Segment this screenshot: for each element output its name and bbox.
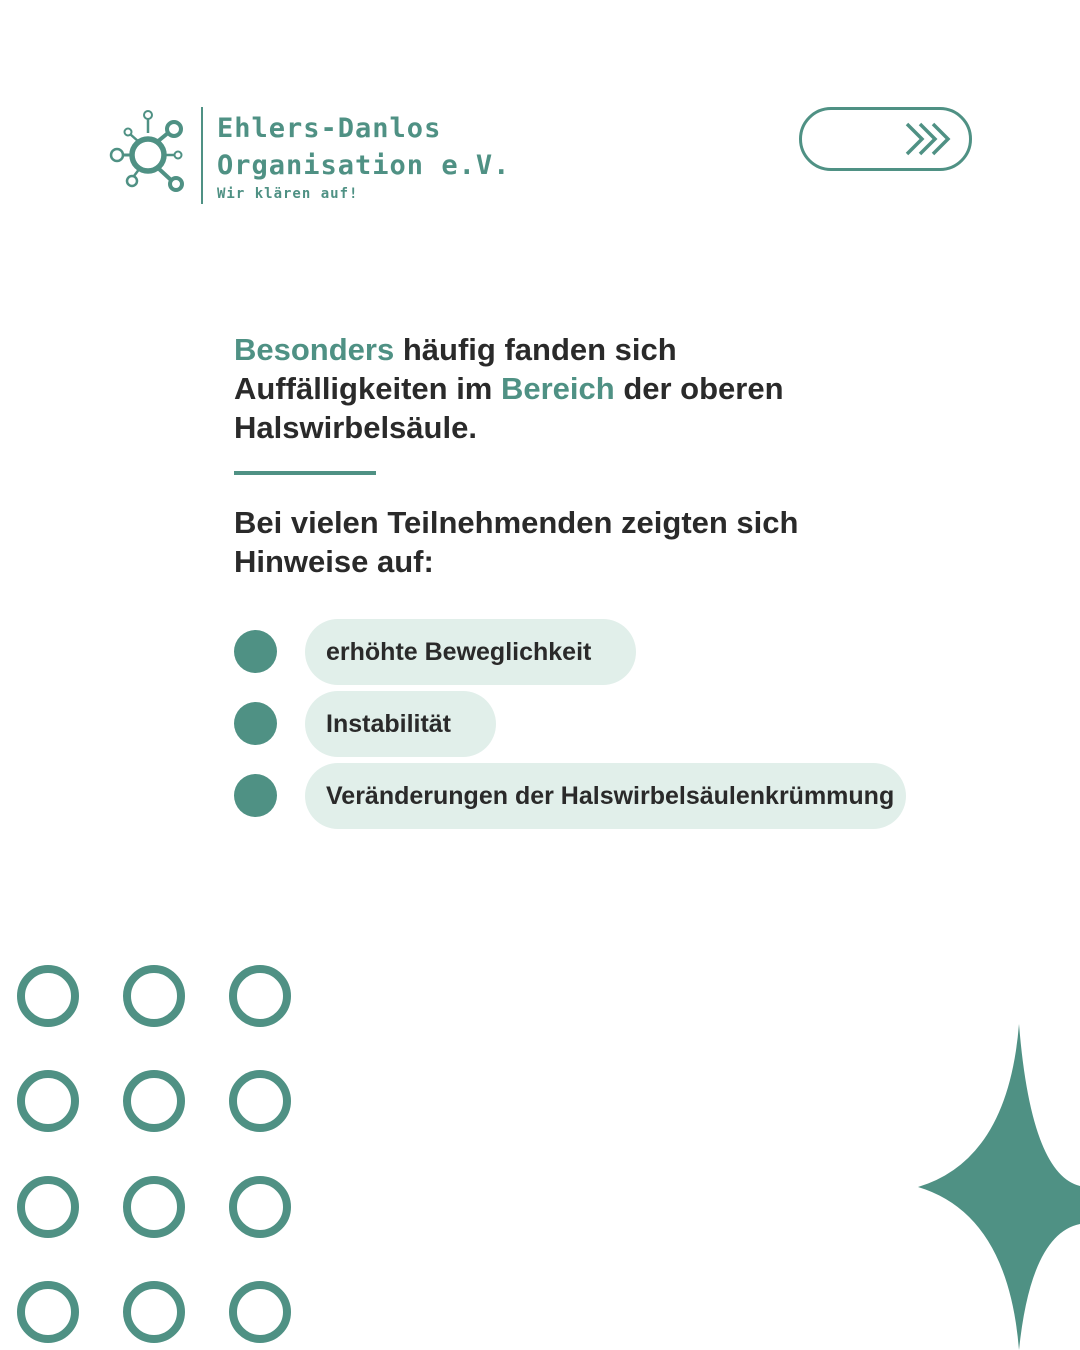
sparkle-icon bbox=[918, 1024, 1080, 1350]
next-button[interactable] bbox=[799, 107, 972, 171]
bullet-dot bbox=[234, 630, 277, 673]
logo-line1: Ehlers-Danlos bbox=[217, 113, 442, 144]
chevrons-right-icon bbox=[905, 122, 955, 156]
ring-icon bbox=[127, 969, 181, 1023]
headline bbox=[234, 330, 874, 447]
logo-wordmark bbox=[217, 110, 510, 202]
section-divider bbox=[234, 471, 376, 475]
ring-icon bbox=[21, 1180, 75, 1234]
bullet-dot bbox=[234, 774, 277, 817]
ring-icon bbox=[21, 1285, 75, 1339]
finding-pill: erhöhte Beweglichkeit bbox=[305, 619, 636, 685]
headline-text-1: häufig fanden sich Auffälligkeiten im bbox=[234, 332, 677, 406]
bullet-dot bbox=[234, 702, 277, 745]
ring-icon bbox=[233, 969, 287, 1023]
headline-text-2: der oberen Halswirbelsäule. bbox=[234, 371, 784, 445]
logo-divider bbox=[201, 107, 203, 204]
logo-line2: Organisation e.V. bbox=[217, 150, 511, 181]
ring-icon bbox=[233, 1074, 287, 1128]
headline-accent-2: Bereich bbox=[500, 371, 615, 406]
logo-tagline: Wir klären auf! bbox=[217, 186, 359, 202]
ring-icon bbox=[127, 1074, 181, 1128]
ring-icon bbox=[233, 1180, 287, 1234]
ring-icon bbox=[127, 1180, 181, 1234]
logo-icon bbox=[108, 108, 190, 196]
finding-pill: Instabilität bbox=[305, 691, 496, 757]
subheadline: Bei vielen Teilnehmenden zeigten sich Hinweise auf: bbox=[234, 505, 799, 579]
ring-icon bbox=[127, 1285, 181, 1339]
headline-accent-1: Besonders bbox=[234, 332, 395, 367]
ring-icon bbox=[21, 1074, 75, 1128]
finding-pill: Veränderungen der Halswirbelsäulenkrümmung bbox=[305, 763, 906, 829]
ring-icon bbox=[21, 969, 75, 1023]
ring-icon bbox=[233, 1285, 287, 1339]
ring-grid bbox=[0, 950, 320, 1350]
